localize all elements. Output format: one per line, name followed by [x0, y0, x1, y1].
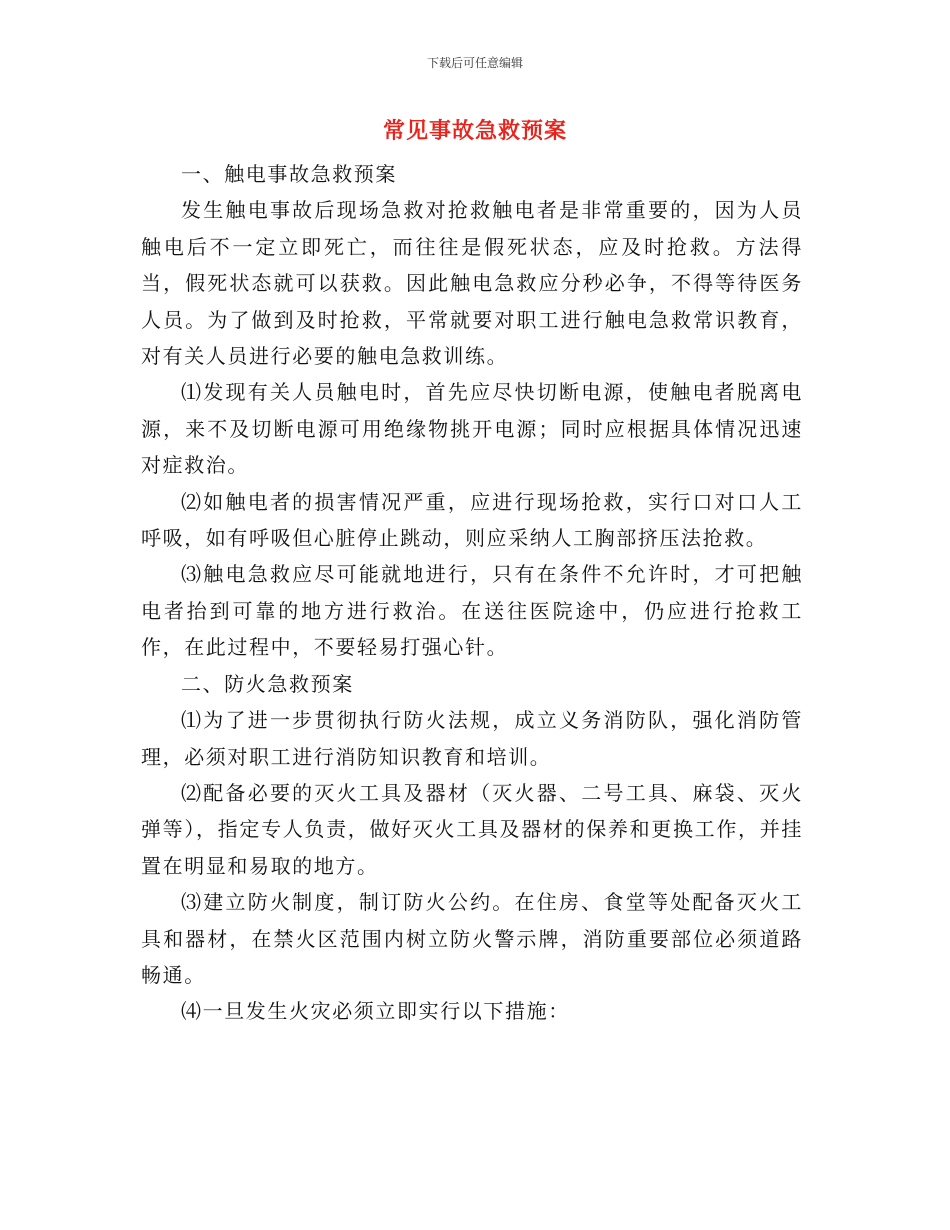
paragraph-electric-step-1: ⑴发现有关人员触电时，首先应尽快切断电源，使触电者脱离电源，来不及切断电源可用绝缘物挑开电源；同时应根据具体情况迅速对症救治。: [141, 380, 803, 478]
section-heading-electric-shock: 一、触电事故急救预案: [181, 162, 397, 186]
document-body: [141, 156, 803, 1030]
paragraph-electric-step-2: ⑵如触电者的损害情况严重，应进行现场抢救，实行口对口人工呼吸，如有呼吸但心脏停止跳动，则应采纳人工胸部挤压法抢救。: [141, 489, 803, 551]
paragraph-fire-step-2: ⑵配备必要的灭火工具及器材（灭火器、二号工具、麻袋、灭火弹等），指定专人负责，做好灭火工具及器材的保养和更换工作，并挂置在明显和易取的地方。: [141, 780, 803, 878]
paragraph-fire-step-4: ⑷一旦发生火灾必须立即实行以下措施：: [181, 999, 570, 1024]
paragraph-electric-step-3: ⑶触电急救应尽可能就地进行，只有在条件不允许时，才可把触电者抬到可靠的地方进行救治。在送往医院途中，仍应进行抢救工作，在此过程中，不要轻易打强心针。: [141, 562, 803, 660]
header-note: 下载后可任意编辑: [426, 56, 523, 70]
paragraph-fire-step-1: ⑴为了进一步贯彻执行防火法规，成立义务消防队，强化消防管理，必须对职工进行消防知识教育和培训。: [141, 708, 803, 769]
document-title: 常见事故急救预案: [382, 119, 567, 144]
paragraph-electric-intro: 发生触电事故后现场急救对抢救触电者是非常重要的，因为人员触电后不一定立即死亡，而往往是假死状态，应及时抢救。方法得当，假死状态就可以获救。因此触电急救应分秒必争，不得等待医务人员。为了做到及时抢救，平常就要对职工进行触电急救常识教育，对有关人员进行必要的触电急救训练。: [141, 198, 803, 369]
section-heading-fire: 二、防火急救预案: [181, 671, 354, 696]
paragraph-fire-step-3: ⑶建立防火制度，制订防火公约。在住房、食堂等处配备灭火工具和器材，在禁火区范围内树立防火警示牌，消防重要部位必须道路畅通。: [141, 890, 803, 987]
